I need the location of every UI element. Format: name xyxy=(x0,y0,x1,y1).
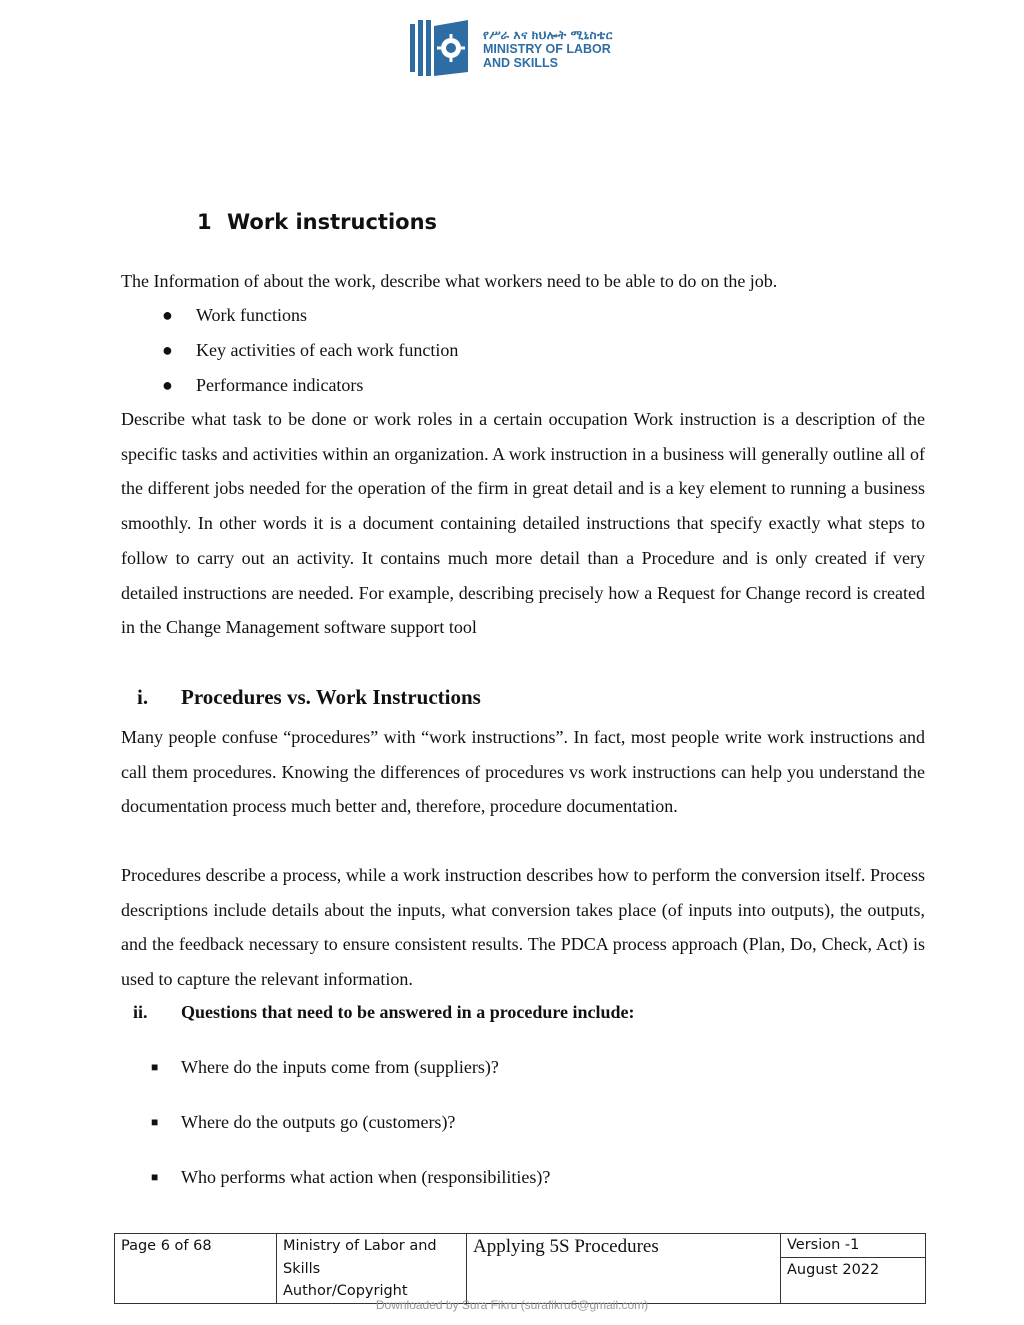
document-title: Applying 5S Procedures xyxy=(473,1236,659,1257)
org-line-1: Ministry of Labor and xyxy=(283,1238,437,1254)
bullet-dot-icon: ● xyxy=(162,305,173,325)
square-bullet-icon: ■ xyxy=(151,1170,159,1184)
footer-page-cell xyxy=(115,1234,277,1303)
bullet-text: Work functions xyxy=(196,305,308,325)
description-paragraph: Describe what task to be done or work roles in a certain occupation Work instruction is a description of the specific tasks and activities within an organization. A work instruction in a business will generally outline all of the different jobs needed for the operation of the firm in great detail and is a key element to running a business smoothly. In other words it is a document containing detailed instructions that specify exactly what steps to follow to carry out an activity. It contains much more detail than a Procedure and is only created if very detailed instructions are needed. For example, describing precisely how a Request for Change record is created in the Change Management software support tool xyxy=(121,409,925,638)
subheading-number: ii. xyxy=(133,1002,148,1022)
logo-line-2: AND SKILLS xyxy=(483,56,558,70)
intro-paragraph: The Information of about the work, describe what workers need to be able to do on the job. xyxy=(121,271,778,291)
question-text: Where do the outputs go (customers)? xyxy=(181,1112,456,1132)
ministry-emblem-icon xyxy=(408,16,476,78)
footer-version-cell xyxy=(781,1234,925,1303)
question-item xyxy=(151,1057,499,1078)
page-number: Page 6 of 68 xyxy=(121,1238,212,1254)
bullet-dot-icon: ● xyxy=(162,375,173,395)
bullet-item xyxy=(162,338,458,362)
bullet-item xyxy=(162,303,307,327)
section-heading xyxy=(197,210,437,234)
org-line-2: Skills xyxy=(283,1260,321,1277)
subheading-title: Procedures vs. Work Instructions xyxy=(181,685,481,709)
bullet-dot-icon: ● xyxy=(162,340,173,360)
bullet-item xyxy=(162,373,363,397)
org-line-3: Author/Copyright xyxy=(283,1283,408,1299)
square-bullet-icon: ■ xyxy=(151,1060,159,1074)
question-item xyxy=(151,1167,550,1188)
version-label: Version -1 xyxy=(781,1234,925,1258)
subheading-questions xyxy=(133,1002,635,1023)
footer-table xyxy=(114,1233,926,1304)
bullet-text: Performance indicators xyxy=(196,375,364,395)
confusion-paragraph: Many people confuse “procedures” with “work instructions”. In fact, most people write work instructions and call them procedures. Knowing the differences of procedures vs work instructions can help you understand the documentation process much better and, therefore, procedure documentation. xyxy=(121,727,925,817)
section-title: Work instructions xyxy=(227,210,438,234)
footer-title-cell xyxy=(467,1234,781,1303)
question-text: Who performs what action when (responsibilities)? xyxy=(181,1167,551,1187)
square-bullet-icon: ■ xyxy=(151,1115,159,1129)
subheading-number: i. xyxy=(137,685,149,709)
section-number: 1 xyxy=(197,210,212,234)
version-date: August 2022 xyxy=(787,1262,880,1278)
question-item xyxy=(151,1112,455,1133)
question-text: Where do the inputs come from (suppliers)? xyxy=(181,1057,499,1077)
logo-text xyxy=(483,28,613,70)
logo-amharic-text: የሥራ እና ክህሎት ሚኒስቴር xyxy=(483,28,613,42)
footer-org-cell xyxy=(277,1234,467,1303)
download-watermark: Downloaded by Sura Fikru (surafikru6@gmail.com) xyxy=(375,1298,649,1312)
logo-line-1: MINISTRY OF LABOR xyxy=(483,42,611,56)
ministry-logo xyxy=(408,16,638,78)
subheading-title: Questions that need to be answered in a procedure include: xyxy=(181,1002,635,1022)
subheading-procedures-vs-work-instructions xyxy=(137,685,481,710)
process-paragraph: Procedures describe a process, while a work instruction describes how to perform the conversion itself. Process descriptions include details about the inputs, what conversion takes place (of inputs into outputs), the outputs, and the feedback necessary to ensure consistent results. The PDCA process approach (Plan, Do, Check, Act) is used to capture the relevant information. xyxy=(121,865,925,990)
bullet-text: Key activities of each work function xyxy=(196,340,459,360)
